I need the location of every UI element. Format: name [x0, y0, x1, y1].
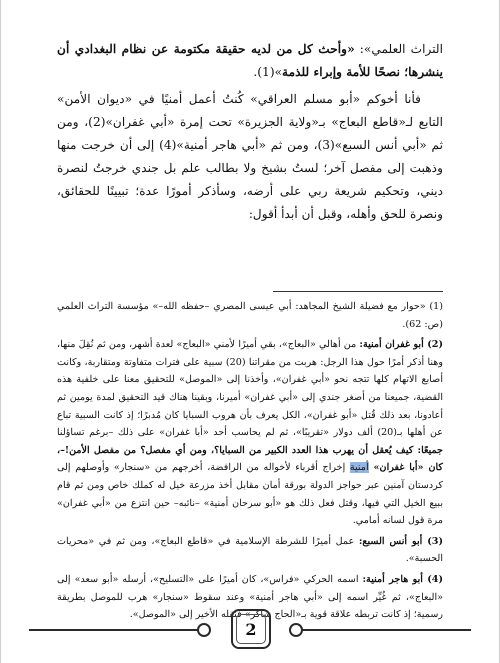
footnote-4-label: (4) أبو هاجر أمنية: [362, 573, 443, 585]
ornament-line-right [301, 629, 471, 631]
ornament-knot-right-icon [289, 623, 303, 637]
quoted-statement: «وأحث كل من لديه حقيقة مكتومة عن نظام البغدادي أن ينشرها؛ نصحًا للأمة وإبراء للذمة [57, 42, 443, 79]
footnote-2-text-c: إخراج أقرباء لأخواله من الرافضة، أخرجهم من «سنجار» وأوصلهم إلى كردستان آمنين عبر حواجز الدولة بورقة أمان مقابل أخذ مزرعة خيل له كملك خاص ومن ثم قام ببيع الخيل التي فيها، وقتل فعل ذلك هو «أبو سرحان أمنية» –نائبه– حين انتزع من «أبي غفران» مرة قول لسانه أمامي. [57, 462, 443, 527]
page-footer [1, 603, 499, 655]
footnote-3 [57, 533, 443, 568]
footnote-4-text: اسمه الحركي «فراس»، كان أميرًا على «التسليح»، أرسله «أبو سعد» إلى «البعاج»، ثم غُيِّر اسمه إلى «أبي هاجر أمنية» وعند سقوط «سنجار» هرب للموصل بطريقة رسمية؛ إذ كانت تربطه علاقة قوية بـ«الحاج شاكر» فنقله الأخير إلى «الموصل». [57, 573, 443, 621]
footnote-1: (1) «حوار مع فضيلة الشيخ المجاهد: أبي عيسى المصري –حفظه الله–» مؤسسة التراث العلمي (ص: 62). [57, 301, 443, 330]
main-text [57, 38, 443, 230]
selected-text-highlight[interactable]: أمنية [349, 462, 369, 474]
paragraph-2: فأنا أخوكم «أبو مسلم العراقي» كُنتُ أعمل أمنيًا في «ديوان الأمن» التابع لـ«قاطع البعاج» بـ«ولاية الجزيرة» تحت إمرة «أبي غفران»(2)، ومن ثم «أبي أنس السبع»(3)، ومن ثم «أبي هاجر أمنية»(4) إلى أن خرجت منها وذهبت إلى مفصل آخر؛ لستُ بشيخ ولا بطالب علم بل جندي خرجتُ لنصرة ديني، وتحكيم شريعة ربي على أرضه، وسأذكر أمورًا عدة؛ تبيينًا للحقائق، ونصرة للحق وأهله، وقبل أن أبدأ أقول: [57, 92, 443, 221]
footnote-2-text-b: جميعًا: كيف يُعقل أن يهرب هذا العدد الكبير من السبايا؟، ومن أي مفصل؟ من مفصل الأمن!–، كان «أبا غفران» [57, 444, 443, 474]
footnote-2-label: (2) أبو غفران أمنية: [359, 339, 443, 351]
page-number [231, 609, 271, 649]
footnotes [57, 298, 443, 627]
page-number-text: 2 [245, 619, 257, 639]
footnote-3-label: (3) أبو أنس السبع: [358, 535, 443, 547]
footnote-2 [57, 336, 443, 530]
paragraph-1 [57, 38, 443, 84]
footnote-3-text: عمل أميرًا للشرطة الإسلامية في «قاطع البعاج»، ومن ثم في «محريات الحسبة». [57, 535, 443, 565]
footnote-2-text-a: من أهالي «البعاج»، بقي أميرًا لأمني «البعاج» لعدة أشهر، ومن ثم نُقِلَ منها، وهنا أذكر أمرًا حول هذا الرجل: هربت من مقراتنا (20) سبية على فترات متفاوتة ومتقاربة، وكانت أصابع الاتهام كلها تتجه نحو «أبي غفران»، وأخذنا إلى «الموصل» للتحقيق معنا على خلفية هذه القضية، جميعنا من أصغر جندي إلى «أبي غفران» أميرنا، وبقينا هناك قيد التحقيق لمدة يومين ثم أعادونا، بعد ذلك قُتل «أبو غفران»، الكل يعرف بأن هروب السبايا كان مُدبرًا؛ إذ كانت السبية تباع عن أهلها بـ(20) ألف دولار «تقريبًا»، ثم لم يحاسب أحد «أبا غفران» على ذلك –برغم تساؤلنا [57, 339, 443, 439]
paragraph-1-start: التراث العلمي»: [354, 42, 444, 56]
footnote-separator [273, 291, 443, 292]
ornament-knot-left-icon [197, 623, 211, 637]
ornament-line-left [29, 629, 199, 631]
paragraph-1-end: »(1). [253, 65, 283, 79]
